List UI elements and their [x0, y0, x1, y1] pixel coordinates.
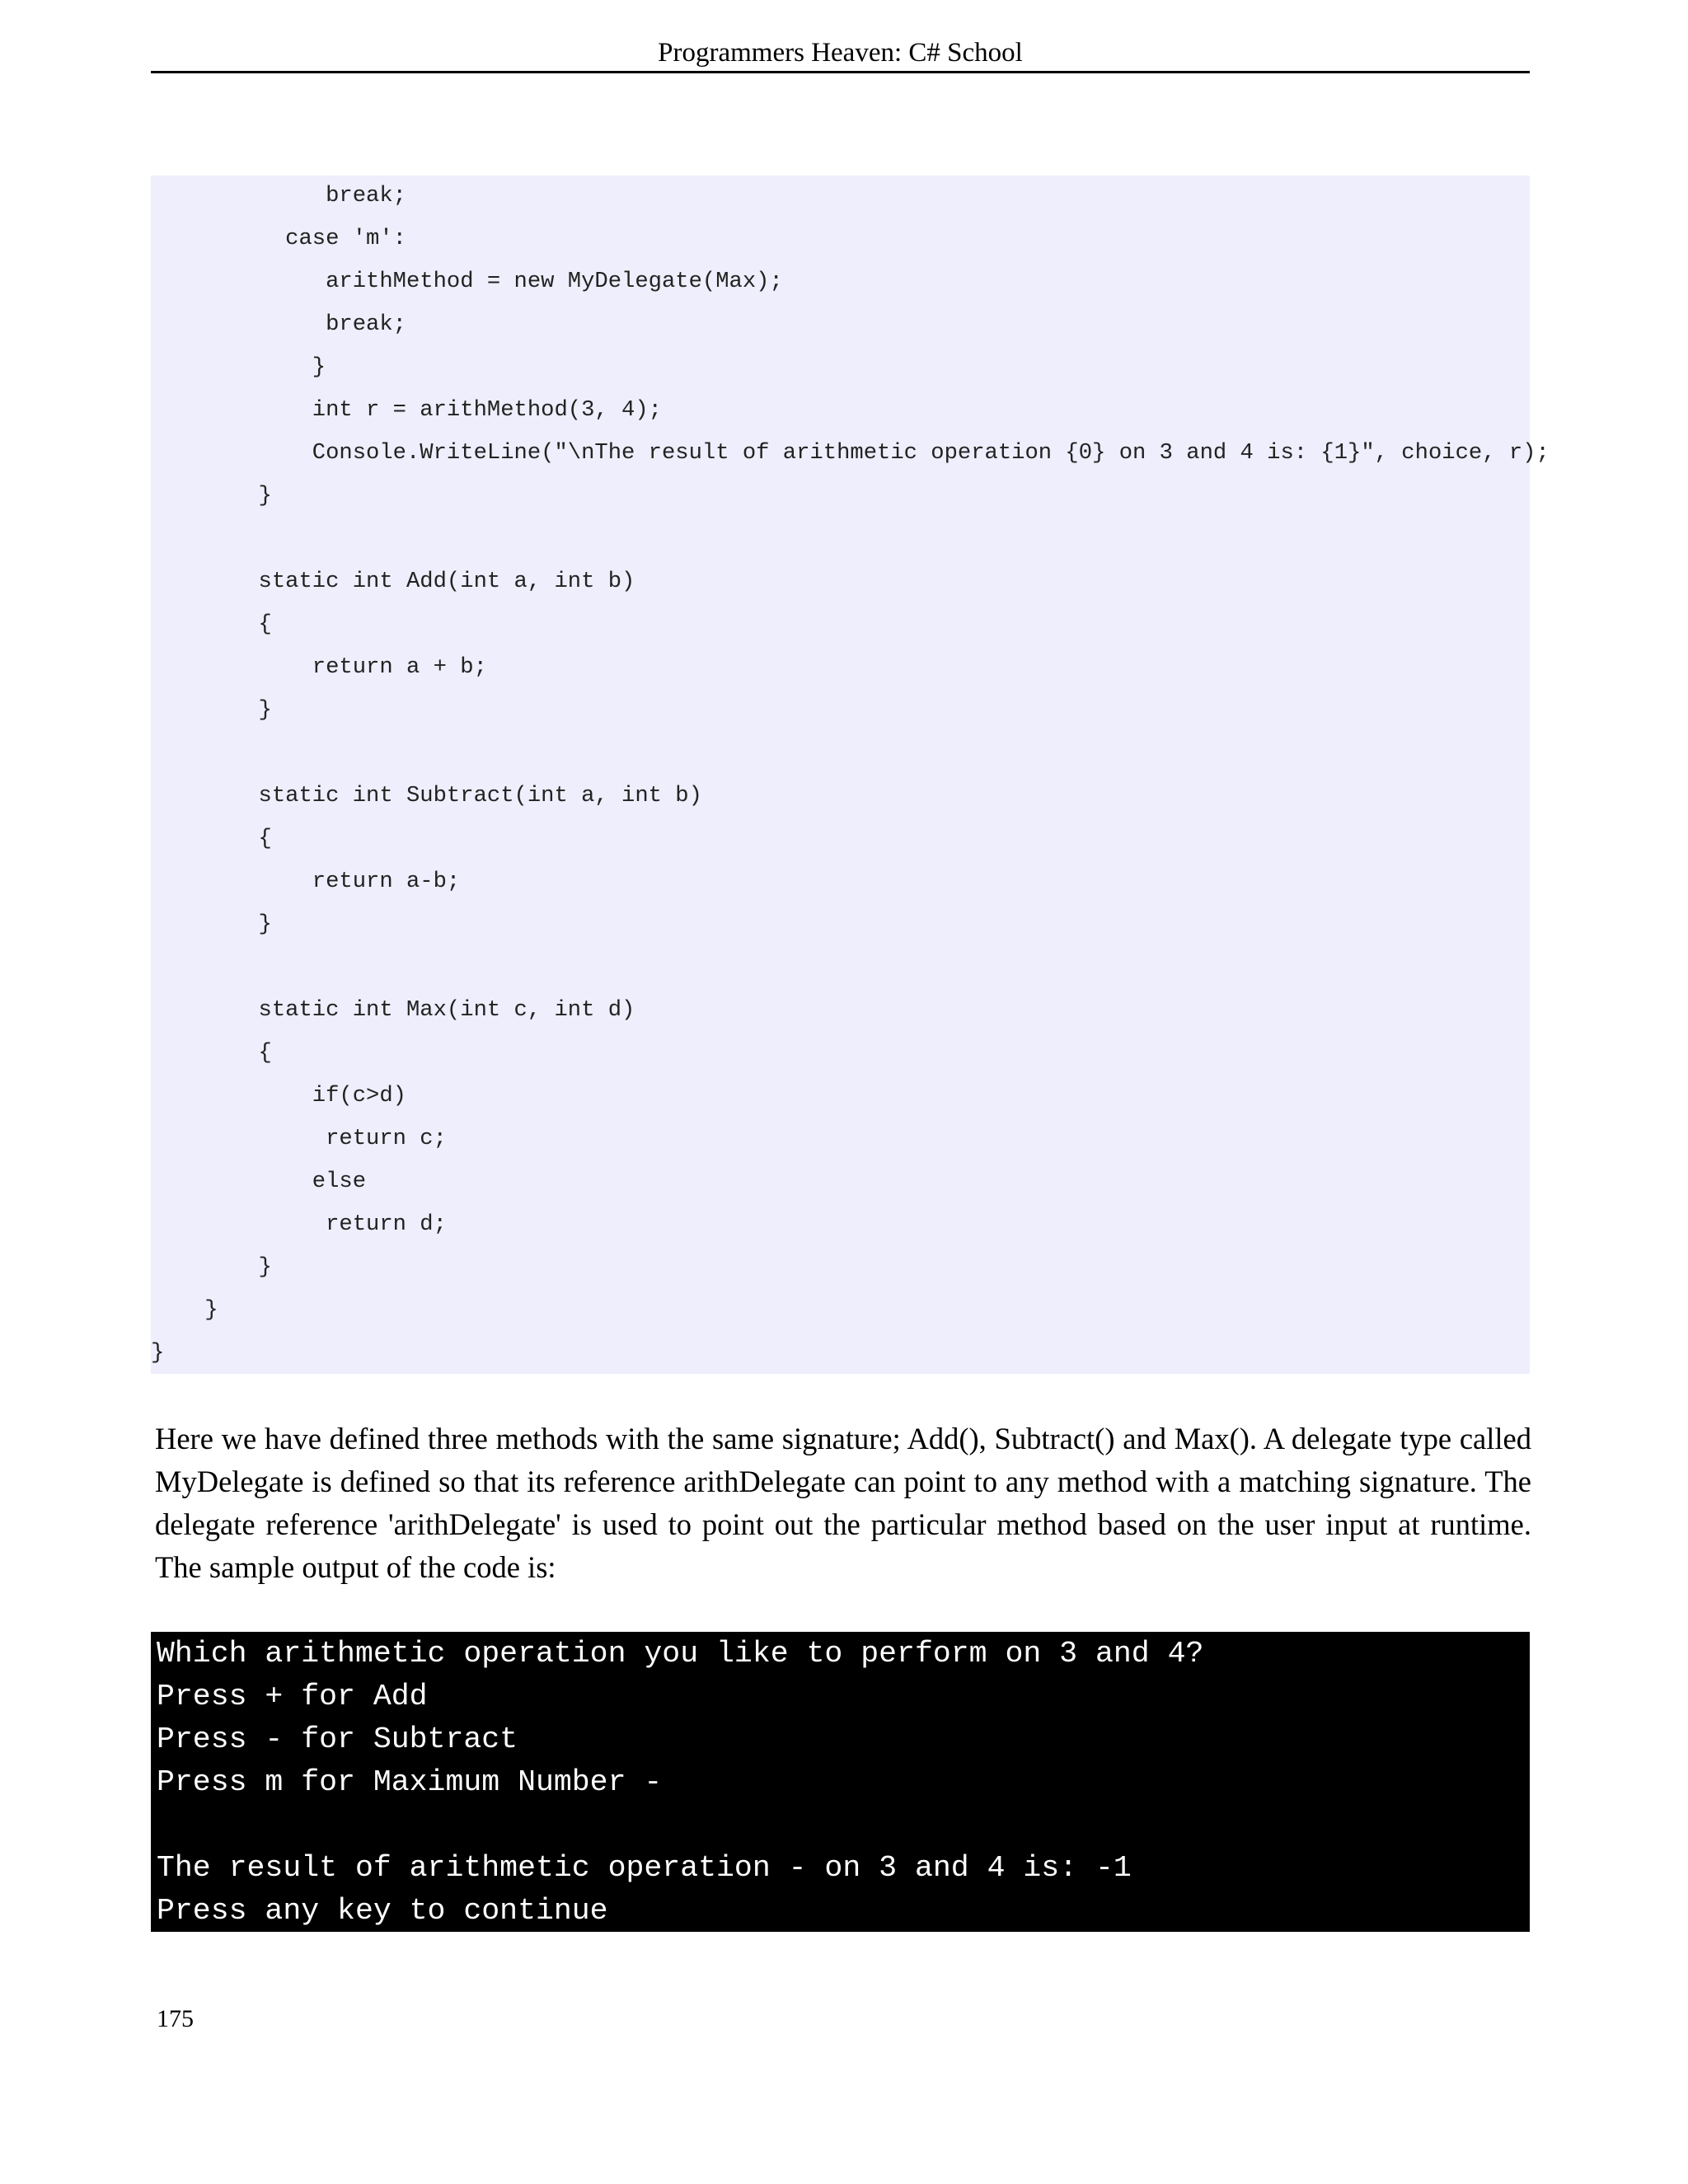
code-line: } [151, 697, 272, 723]
console-line: Which arithmetic operation you like to perform on 3 and 4? [157, 1637, 1204, 1671]
code-line: if(c>d) [151, 1083, 406, 1108]
code-line: return a + b; [151, 654, 487, 680]
code-line: } [151, 1254, 272, 1280]
code-line: } [151, 483, 272, 509]
code-line: static int Add(int a, int b) [151, 569, 635, 594]
code-line: return c; [151, 1126, 447, 1151]
code-line: Console.WriteLine("\nThe result of arithmetic operation {0} on 3 and 4 is: {1}", choice, r); [151, 440, 1550, 466]
console-line: Press + for Add [157, 1680, 428, 1713]
code-line: } [151, 1340, 165, 1366]
body-paragraph: Here we have defined three methods with the same signature; Add(), Subtract() and Max(). A delegate type called MyDelegate is defined so that its reference arithDelegate can point to any method with a matching signature. The delegate reference 'arithDelegate' is used to point out the particular method based on the user input at runtime. The sample output of the code is: [155, 1422, 1531, 1584]
code-line: { [151, 612, 272, 637]
console-line: The result of arithmetic operation - on 3 and 4 is: -1 [157, 1851, 1132, 1885]
console-output [151, 1632, 1530, 1932]
code-line: break; [151, 183, 406, 209]
code-line: static int Subtract(int a, int b) [151, 783, 702, 808]
code-line: else [151, 1169, 367, 1194]
code-line: return a-b; [151, 869, 461, 894]
code-line: } [151, 354, 326, 380]
code-line: break; [151, 312, 406, 337]
page-header [151, 33, 1530, 73]
code-line: } [151, 912, 272, 937]
code-line: arithMethod = new MyDelegate(Max); [151, 269, 783, 294]
code-line: { [151, 1040, 272, 1066]
header-title: Programmers Heaven: C# School [658, 38, 1023, 68]
code-line: static int Max(int c, int d) [151, 997, 635, 1023]
page-number: 175 [157, 2005, 194, 2032]
code-line: case 'm': [151, 226, 406, 251]
code-line: int r = arithMethod(3, 4); [151, 397, 662, 423]
code-line: } [151, 1297, 218, 1323]
console-line: Press - for Subtract [157, 1722, 518, 1756]
console-line: Press m for Maximum Number - [157, 1765, 663, 1799]
code-block [151, 176, 1550, 1374]
code-line: { [151, 826, 272, 851]
console-line: Press any key to continue [157, 1894, 608, 1928]
code-line: return d; [151, 1212, 447, 1237]
